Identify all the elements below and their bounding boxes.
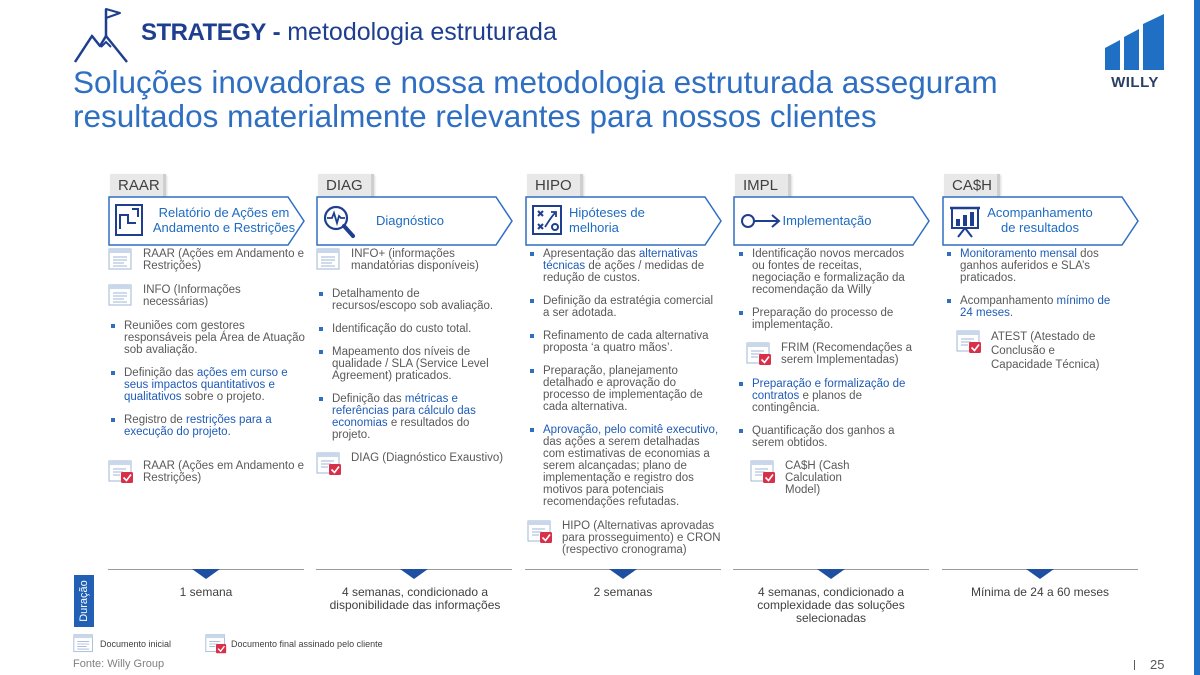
highlight-text: métricas e referências para cálculo das economias	[332, 393, 476, 429]
page-number: 25	[1150, 657, 1165, 672]
phase-title: Acompanhamento de resultados	[987, 205, 1093, 235]
doc-item	[316, 248, 506, 272]
initial-document-icon	[108, 284, 134, 308]
section-header	[141, 18, 557, 47]
bullet-item: Quantificação dos ganhos a serem obtidos.	[736, 425, 914, 449]
doc-label: RAAR (Ações em Andamento e Restrições)	[143, 248, 305, 272]
initial-document-icon	[73, 633, 95, 655]
duration-value: Mínima de 24 a 60 meses	[970, 585, 1110, 599]
legend-final: Documento final assinado pelo cliente	[231, 639, 383, 649]
column-diag	[316, 248, 506, 488]
bullet-item: Apresentação das alternativas técnicas de ações / medidas de redução de custos.	[527, 248, 721, 284]
duration-marker	[192, 569, 220, 581]
highlight-text: ações em curso e seus impactos quantitativos e qualitativos	[124, 367, 288, 403]
phase-tab: DIAG	[318, 174, 374, 198]
doc-label: INFO+ (informações mandatórias disponíveis)	[351, 248, 479, 272]
duration-value: 2 semanas	[593, 585, 653, 599]
highlight-text: Aprovação, pelo comitê executivo,	[543, 424, 719, 436]
bullet-item: Definição da estratégia comercial a ser adotada.	[527, 295, 721, 319]
doc-item	[108, 248, 306, 272]
bullet-item: Detalhamento de recursos/escopo sob avaliação.	[316, 288, 506, 312]
initial-document-icon	[108, 248, 134, 272]
doc-item	[316, 452, 506, 476]
bullet-item: Preparação, planejamento detalhado e aprovação do processo de implementação de cada alternativa.	[527, 365, 721, 413]
final-document-icon	[205, 633, 227, 655]
bullet-item: Monitoramento mensal dos ganhos auferidos e SLA’s praticados.	[944, 248, 1116, 284]
final-document-icon	[316, 452, 342, 476]
doc-label: DIAG (Diagnóstico Exaustivo)	[351, 452, 504, 464]
doc-label: CA$H (Cash Calculation Model)	[785, 460, 850, 496]
doc-item	[944, 330, 1116, 372]
final-document-icon	[746, 342, 772, 366]
legend-initial: Documento inicial	[100, 639, 172, 649]
duration-marker	[1026, 569, 1054, 581]
presentation-chart-icon	[948, 203, 982, 239]
duration-marker	[400, 569, 428, 581]
bullet-item: Aprovação, pelo comitê executivo, das ações a serem detalhadas com estimativas de economias a serem alcançadas; plano de implementação e registro dos motivos para potenciais recomendações refutadas.	[527, 424, 721, 508]
column-impl	[736, 248, 914, 508]
mountain-flag-icon	[72, 6, 130, 64]
duration-value: 4 semanas, condicionado a disponibilidade das informações	[329, 585, 501, 612]
bullet-item: Definição das ações em curso e seus impactos quantitativos e qualitativos sobre o projeto.	[108, 367, 306, 403]
highlight-text: Monitoramento mensal	[960, 248, 1077, 260]
duration-marker	[609, 569, 637, 581]
duration-label: Duração	[78, 580, 91, 622]
circle-arrow-icon	[739, 203, 783, 239]
phase-title: Implementação	[782, 213, 872, 228]
final-document-icon	[956, 330, 982, 354]
page-title: Soluções inovadoras e nossa metodologia estruturada asseguram resultados materialmente relevantes para nossos clientes	[73, 64, 998, 134]
doc-label: ATEST (Atestado de Conclusão e Capacidade Técnica)	[991, 331, 1100, 371]
highlight-text: restrições para a execução do projeto.	[124, 414, 272, 438]
bullet-item: Preparação e formalização de contratos e planos de contingência.	[736, 378, 914, 414]
bullet-item: Refinamento de cada alternativa proposta ‘a quatro mãos’.	[527, 330, 721, 354]
final-document-icon	[108, 460, 134, 484]
phase-tab: HIPO	[527, 174, 583, 198]
page-separator	[1134, 660, 1135, 670]
duration-value: 1 semana	[179, 585, 233, 599]
right-accent-bar	[1194, 0, 1200, 675]
phase-tab: IMPL	[735, 174, 791, 198]
final-document-icon	[750, 460, 776, 484]
phase-title: Relatório de Ações em Andamento e Restrições	[152, 205, 296, 235]
document-chart-icon	[114, 203, 148, 239]
bullet-item: Definição das métricas e referências para cálculo das economias e resultados do projeto.	[316, 393, 506, 441]
doc-item	[108, 284, 306, 308]
phase-title: Hipóteses de melhoria	[569, 205, 645, 235]
bullet-item: Mapeamento dos níveis de qualidade / SLA (Service Level Agreement) praticados.	[316, 346, 506, 382]
column-raar	[108, 248, 306, 496]
bullet-item: Acompanhamento mínimo de 24 meses.	[944, 295, 1116, 319]
bullet-item: Preparação do processo de implementação.	[736, 307, 914, 331]
bullet-item: Registro de restrições para a execução do projeto.	[108, 414, 306, 438]
doc-label: HIPO (Alternativas aprovadas para prosseguimento) e CRON (respectivo cronograma)	[562, 520, 721, 556]
header-subtitle: metodologia estruturada	[287, 18, 557, 46]
bullet-item: Identificação novos mercados ou fontes de receitas, negociação e formalização da recomendação da Willy	[736, 248, 914, 296]
phase-title: Diagnóstico	[376, 213, 444, 228]
doc-label: FRIM (Recomendações a serem Implementadas)	[781, 342, 913, 366]
bullet-item: Reuniões com gestores responsáveis pela Área de Atuação sob avaliação.	[108, 320, 306, 356]
doc-label: INFO (Informações necessárias)	[143, 284, 241, 308]
highlight-text: mínimo de 24 meses	[960, 295, 1111, 319]
doc-label: RAAR (Ações em Andamento e Restrições)	[143, 460, 305, 484]
initial-document-icon	[316, 248, 342, 272]
doc-item	[736, 460, 856, 496]
doc-item	[736, 342, 914, 366]
phase-tab: CA$H	[944, 174, 1000, 198]
highlight-text: Preparação e formalização de contratos	[752, 378, 906, 402]
logo-text: WILLY	[1111, 74, 1159, 91]
strategy-board-icon	[531, 203, 565, 239]
bullet-item: Identificação do custo total.	[316, 323, 506, 335]
column-hipo	[527, 248, 721, 568]
highlight-text: alternativas técnicas	[543, 248, 698, 272]
phase-tab: RAAR	[110, 174, 166, 198]
duration-marker	[817, 569, 845, 581]
header-dash: -	[265, 19, 288, 46]
duration-value: 4 semanas, condicionado a complexidade das soluções selecionadas	[757, 585, 905, 625]
magnifier-pulse-icon	[322, 203, 356, 239]
final-document-icon	[527, 520, 553, 544]
source-note: Fonte: Willy Group	[73, 658, 165, 670]
doc-item	[108, 460, 306, 484]
column-cash	[944, 248, 1116, 384]
doc-item	[527, 520, 721, 556]
header-strategy: STRATEGY	[141, 19, 266, 46]
